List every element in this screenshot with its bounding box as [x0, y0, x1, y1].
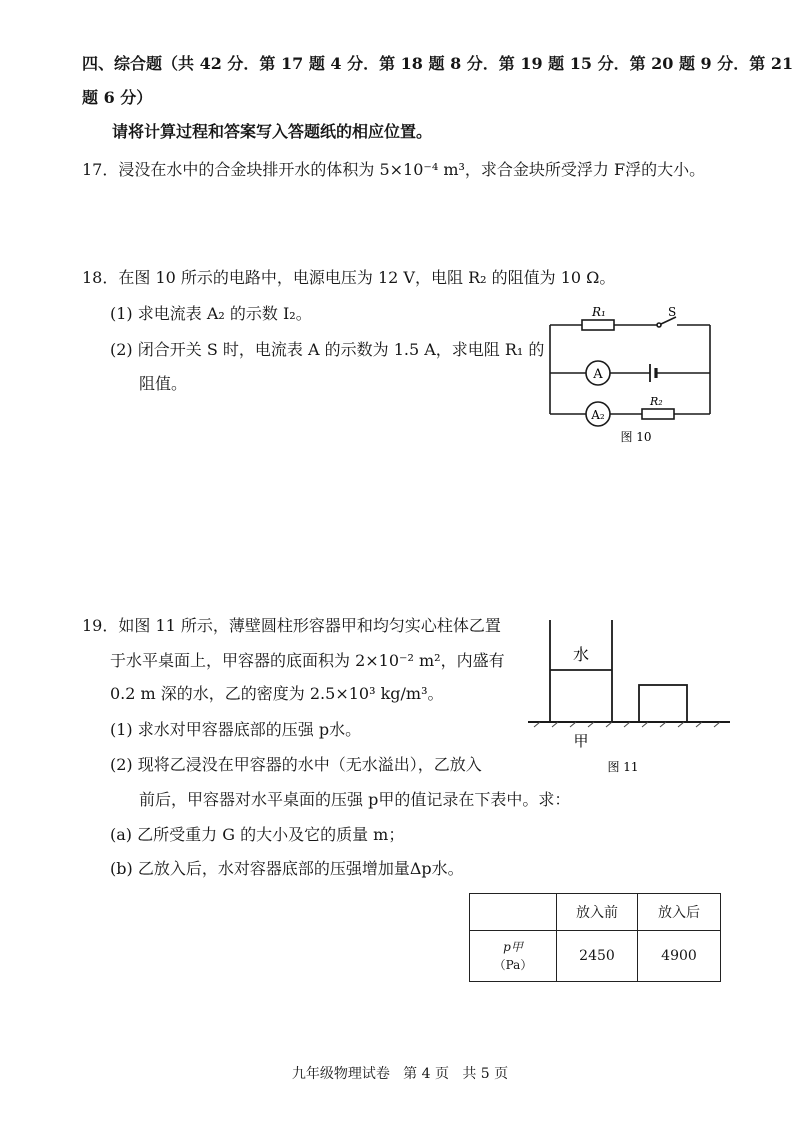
solid-block-yi [639, 685, 687, 722]
figure-10-circuit-diagram [540, 300, 730, 450]
table-header-empty-cell [470, 894, 557, 931]
resistor-r1-symbol [582, 320, 614, 330]
table-row-label [470, 931, 557, 982]
table-header-after: 放入后 [638, 894, 721, 931]
question-19-part-b: (b) 乙放入后，水对容器底部的压强增加量Δp水。 [110, 859, 464, 878]
switch-s-label: S [668, 305, 677, 319]
table-value-after: 4900 [638, 931, 721, 982]
question-19-line2: 于水平桌面上，甲容器的底面积为 2×10⁻² m²，内盛有 [110, 651, 505, 670]
figure-10-caption: 图 10 [620, 430, 652, 444]
page-footer: 九年级物理试卷 第 4 页 共 5 页 [291, 1066, 509, 1082]
container-jia-label: 甲 [573, 732, 589, 750]
pressure-table [469, 893, 721, 982]
question-17-text: 17．浸没在水中的合金块排开水的体积为 5×10⁻⁴ m³，求合金块所受浮力 F浮的大小。 [82, 160, 706, 179]
figure-11-caption: 图 11 [607, 760, 639, 774]
water-label: 水 [572, 645, 590, 664]
table-row-label-unit: （Pa） [493, 958, 533, 972]
r2-label: R₂ [650, 395, 663, 408]
ammeter-a2-label: A₂ [591, 408, 605, 422]
question-18-part2-line1: (2) 闭合开关 S 时，电流表 A 的示数为 1.5 A，求电阻 R₁ 的 [110, 340, 545, 359]
table-row [470, 931, 721, 982]
question-19-part1: (1) 求水对甲容器底部的压强 p水。 [110, 720, 362, 739]
question-19-line3: 0.2 m 深的水，乙的密度为 2.5×10³ kg/m³。 [110, 684, 444, 703]
section-instruction: 请将计算过程和答案写入答题纸的相应位置。 [112, 122, 433, 141]
r1-label: R₁ [592, 305, 606, 319]
table-value-before: 2450 [557, 931, 638, 982]
table-row-label-symbol: p甲 [503, 940, 523, 954]
table-header-row [470, 894, 721, 931]
question-19-line1: 19．如图 11 所示，薄壁圆柱形容器甲和均匀实心柱体乙置 [82, 616, 501, 635]
question-19-part-a: (a) 乙所受重力 G 的大小及它的质量 m； [110, 825, 405, 844]
resistor-r2-symbol [642, 409, 674, 419]
question-19-part2-line1: (2) 现将乙浸没在甲容器的水中（无水溢出），乙放入 [110, 755, 482, 774]
ammeter-a-label: A [593, 367, 603, 382]
section-heading-line1: 四、综合题（共 42 分．第 17 题 4 分．第 18 题 8 分．第 19 题 15 分．第 20 题 9 分．第 21 [82, 54, 794, 73]
question-18-part1: (1) 求电流表 A₂ 的示数 I₂。 [110, 304, 312, 323]
table-header-before: 放入前 [557, 894, 638, 931]
figure-11-diagram [520, 616, 745, 776]
question-18-part2-line2: 阻值。 [139, 374, 188, 393]
question-18-text: 18．在图 10 所示的电路中，电源电压为 12 V，电阻 R₂ 的阻值为 10 Ω。 [82, 268, 616, 287]
question-19-part2-line2: 前后，甲容器对水平桌面的压强 p甲的值记录在下表中。求： [139, 790, 571, 809]
section-heading-line2: 题 6 分） [82, 88, 153, 107]
